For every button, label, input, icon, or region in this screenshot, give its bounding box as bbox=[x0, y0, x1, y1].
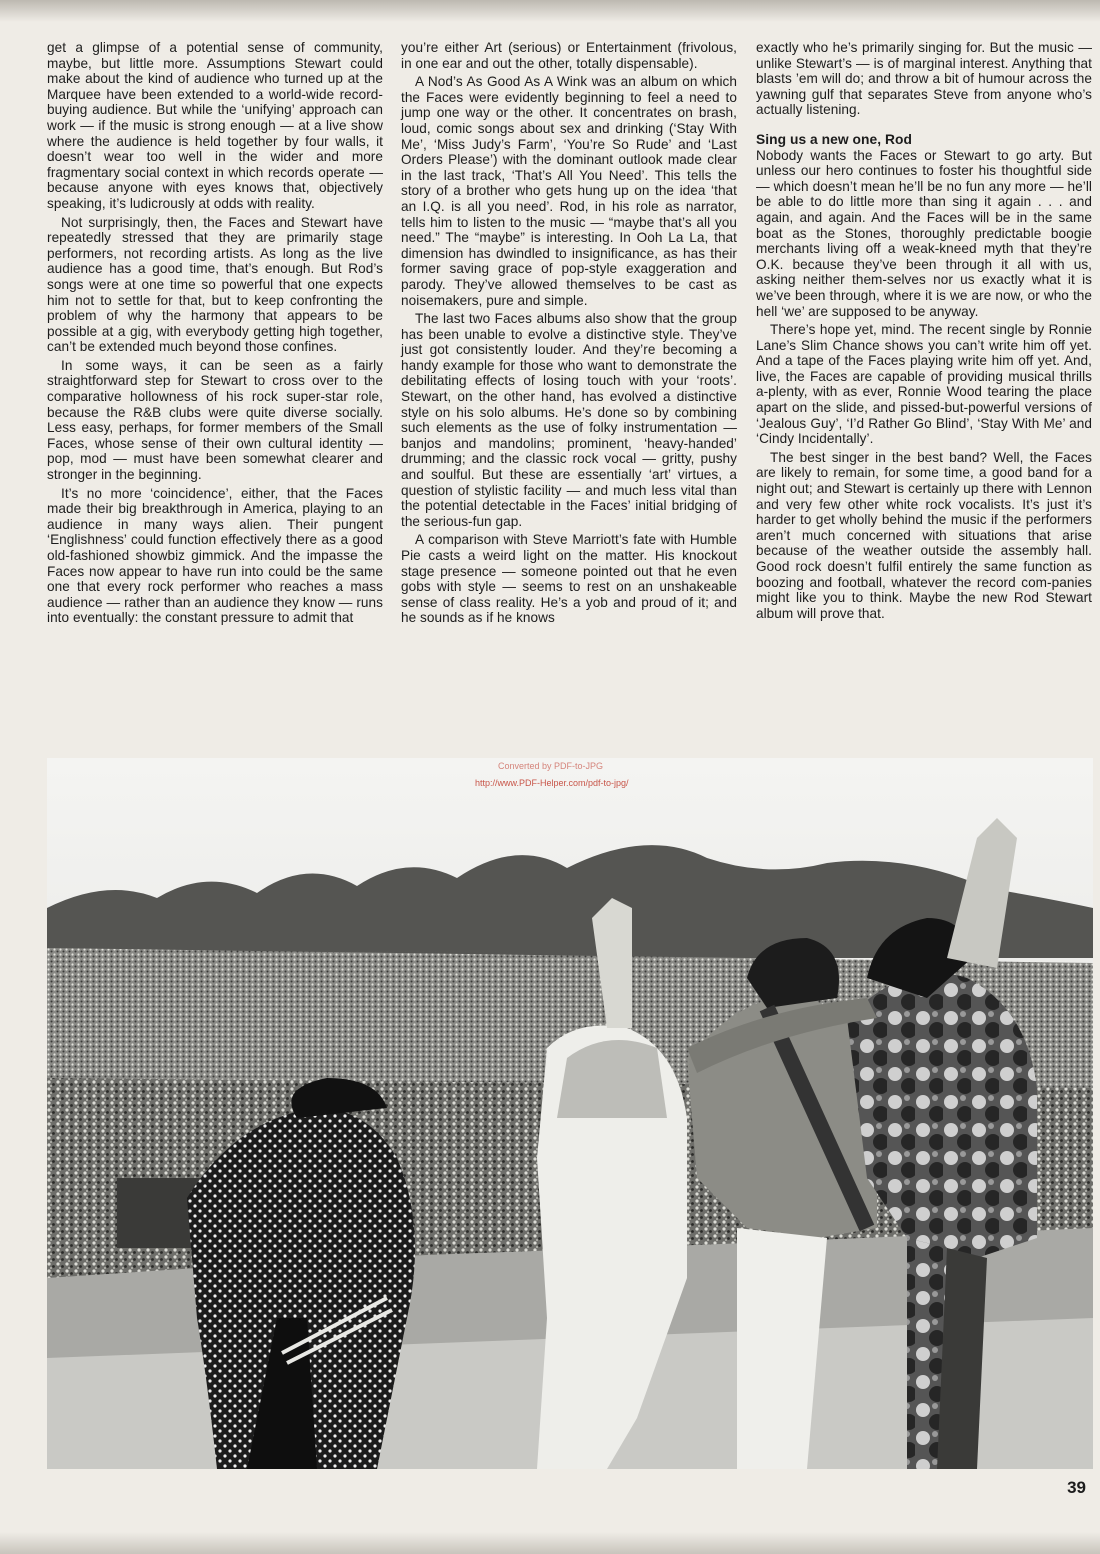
concert-photo bbox=[47, 758, 1093, 1469]
paragraph: It’s no more ‘coincidence’, either, that the Faces made their big breakthrough in America, playing to an audience in many ways alien. Their pungent ‘Englishness’ could function effectively there as a good old-fashioned showbiz gimmick. And the impasse the Faces now appear to have run into could be the same one that every rock performer who reaches a mass audience — rather than an audience they know — runs into eventually: the constant pressure to admit that bbox=[47, 485, 383, 626]
paragraph: There’s hope yet, mind. The recent single by Ronnie Lane’s Slim Chance shows you can’t write him off yet. And a tape of the Faces playing write him off yet. And, live, the Faces are capable of providing musical thrills a-plenty, with as ever, Ronnie Wood tearing the place apart on the slide, and pissed-but-powerful versions of ‘Jealous Guy’, ‘I’d Rather Go Blind’, ‘Stay With Me’ and ‘Cindy Incidentally’. bbox=[756, 322, 1092, 447]
paragraph: A Nod’s As Good As A Wink was an album on which the Faces were evidently beginning to feel a need to jump one way or the other. It concentrates on brash, loud, comic songs about sex and drinking (‘Stay With Me’, ‘Miss Judy’s Farm’, ‘You’re So Rude’ and ‘Last Orders Please’) with the dominant outlook made clear in the last track, ‘That’s All You Need’. This tells the story of a brother who gets hung up on the idea ‘that an I.Q. is all you need’. Rod, in his role as narrator, tells him to listen to the music — “maybe that’s all you need.” The “maybe” is interesting. In Ooh La La, that dimension has dwindled to insignificance, as has their former saving grace of pop-style exaggeration and parody. They’ve allowed themselves to be cast as noisemakers, pure and simple. bbox=[401, 74, 737, 308]
paragraph: Nobody wants the Faces or Stewart to go arty. But unless our hero continues to foster his thoughtful side — which doesn’t mean he’ll be no fun any more — he’ll be able to do little more than sing it again . . . and again, and again. And the Faces will be in the same boat as the Stones, thoroughly predictable boogie merchants living off a weak-kneed myth that they’re O.K. because they’ve been through it all with us, asking neither them-selves nor us exactly what it is we’ve been through, where it is we are now, or who the hell ‘we’ are supposed to be anyway. bbox=[756, 147, 1092, 319]
paragraph: exactly who he’s primarily singing for. But the music — unlike Stewart’s — is of marginal interest. Anything that blasts ’em will do; and throw a bit of humour across the yawning gulf that separates Steve from anyone who’s actually listening. bbox=[756, 40, 1092, 118]
paragraph: get a glimpse of a potential sense of community, maybe, but little more. Assumptions Stewart could make about the kind of audience who turned up at the Marquee have been extended to a world-wide record-buying audience. But while the ‘unifying’ approach can work — if the music is strong enough — at a live show where the audience is held together by four walls, it doesn’t wear too well in the wider and more fragmentary social context in which records operate — because anyone with eyes knows that, objectively speaking, it’s ludicrously at odds with reality. bbox=[47, 40, 383, 211]
page-number: 39 bbox=[1067, 1478, 1086, 1497]
scan-bottom-edge bbox=[0, 1532, 1100, 1554]
section-subhead: Sing us a new one, Rod bbox=[756, 131, 912, 147]
paragraph: you’re either Art (serious) or Entertainment (frivolous, in one ear and out the other, totally dispensable). bbox=[401, 40, 737, 71]
watermark-url: http://www.PDF-Helper.com/pdf-to-jpg/ bbox=[475, 778, 629, 788]
paragraph: Not surprisingly, then, the Faces and Stewart have repeatedly stressed that they are primarily stage performers, not recording artists. As long as the live audience has a good time, that’s enough. But Rod’s songs were at one time so powerful that one expects him not to settle for that, but to keep confronting the problem of why the harmony that appears to be possible at a gig, with everybody getting high together, can’t be extended much beyond those confines. bbox=[47, 214, 383, 355]
paragraph: The last two Faces albums also show that the group has been unable to evolve a distinctive style. They’ve just got consistently louder. And they’re becoming a handy example for those who want to demonstrate the debilitating effects of losing touch with your ‘roots’. Stewart, on the other hand, has evolved a distinctive style on his solo albums. He’s done so by combining such elements as the use of folky instrumentation — banjos and mandolins; prominent, ‘heavy-handed’ drumming; and the classic rock vocal — gritty, pushy and soulful. But these are essentially ‘art’ virtues, a question of stylistic facility — and much less vital than the potential detectable in the Faces’ initial bridging of the serious-fun gap. bbox=[401, 311, 737, 529]
paragraph: The best singer in the best band? Well, the Faces are likely to remain, for some time, a good band for a night out; and Stewart is certainly up there with Lennon and very few other white rock vocalists. It’s just it’s harder to get wholly behind the music if the performers aren’t much concerned with situations that arise because of the weather outside the assembly hall. Good rock doesn’t fulfil entirely the same function as boozing and football, whatever the record com-panies might like you to think. Maybe the new Rod Stewart album will prove that. bbox=[756, 449, 1092, 621]
text-column-1 bbox=[47, 40, 383, 626]
concert-photo-illustration bbox=[47, 758, 1093, 1469]
scan-top-edge bbox=[0, 0, 1100, 22]
watermark-line-1: Converted by PDF-to-JPG bbox=[498, 761, 604, 771]
paragraph: A comparison with Steve Marriott’s fate with Humble Pie casts a weird light on the matter. His knockout stage presence — someone pointed out that he even gobs with style — seems to rest on an unshakeable sense of class reality. He’s a yob and proud of it; and he sounds as if he knows bbox=[401, 532, 737, 626]
paragraph: In some ways, it can be seen as a fairly straightforward step for Stewart to cross over to the comparative hollowness of his rock super-star role, because the R&B clubs were quite diverse socially. Less easy, perhaps, for former members of the Small Faces, whose sense of their own cultural identity — pop, mod — must have been somewhat clearer and stronger in the beginning. bbox=[47, 357, 383, 483]
text-column-3 bbox=[756, 40, 1092, 621]
text-column-2 bbox=[401, 40, 737, 626]
